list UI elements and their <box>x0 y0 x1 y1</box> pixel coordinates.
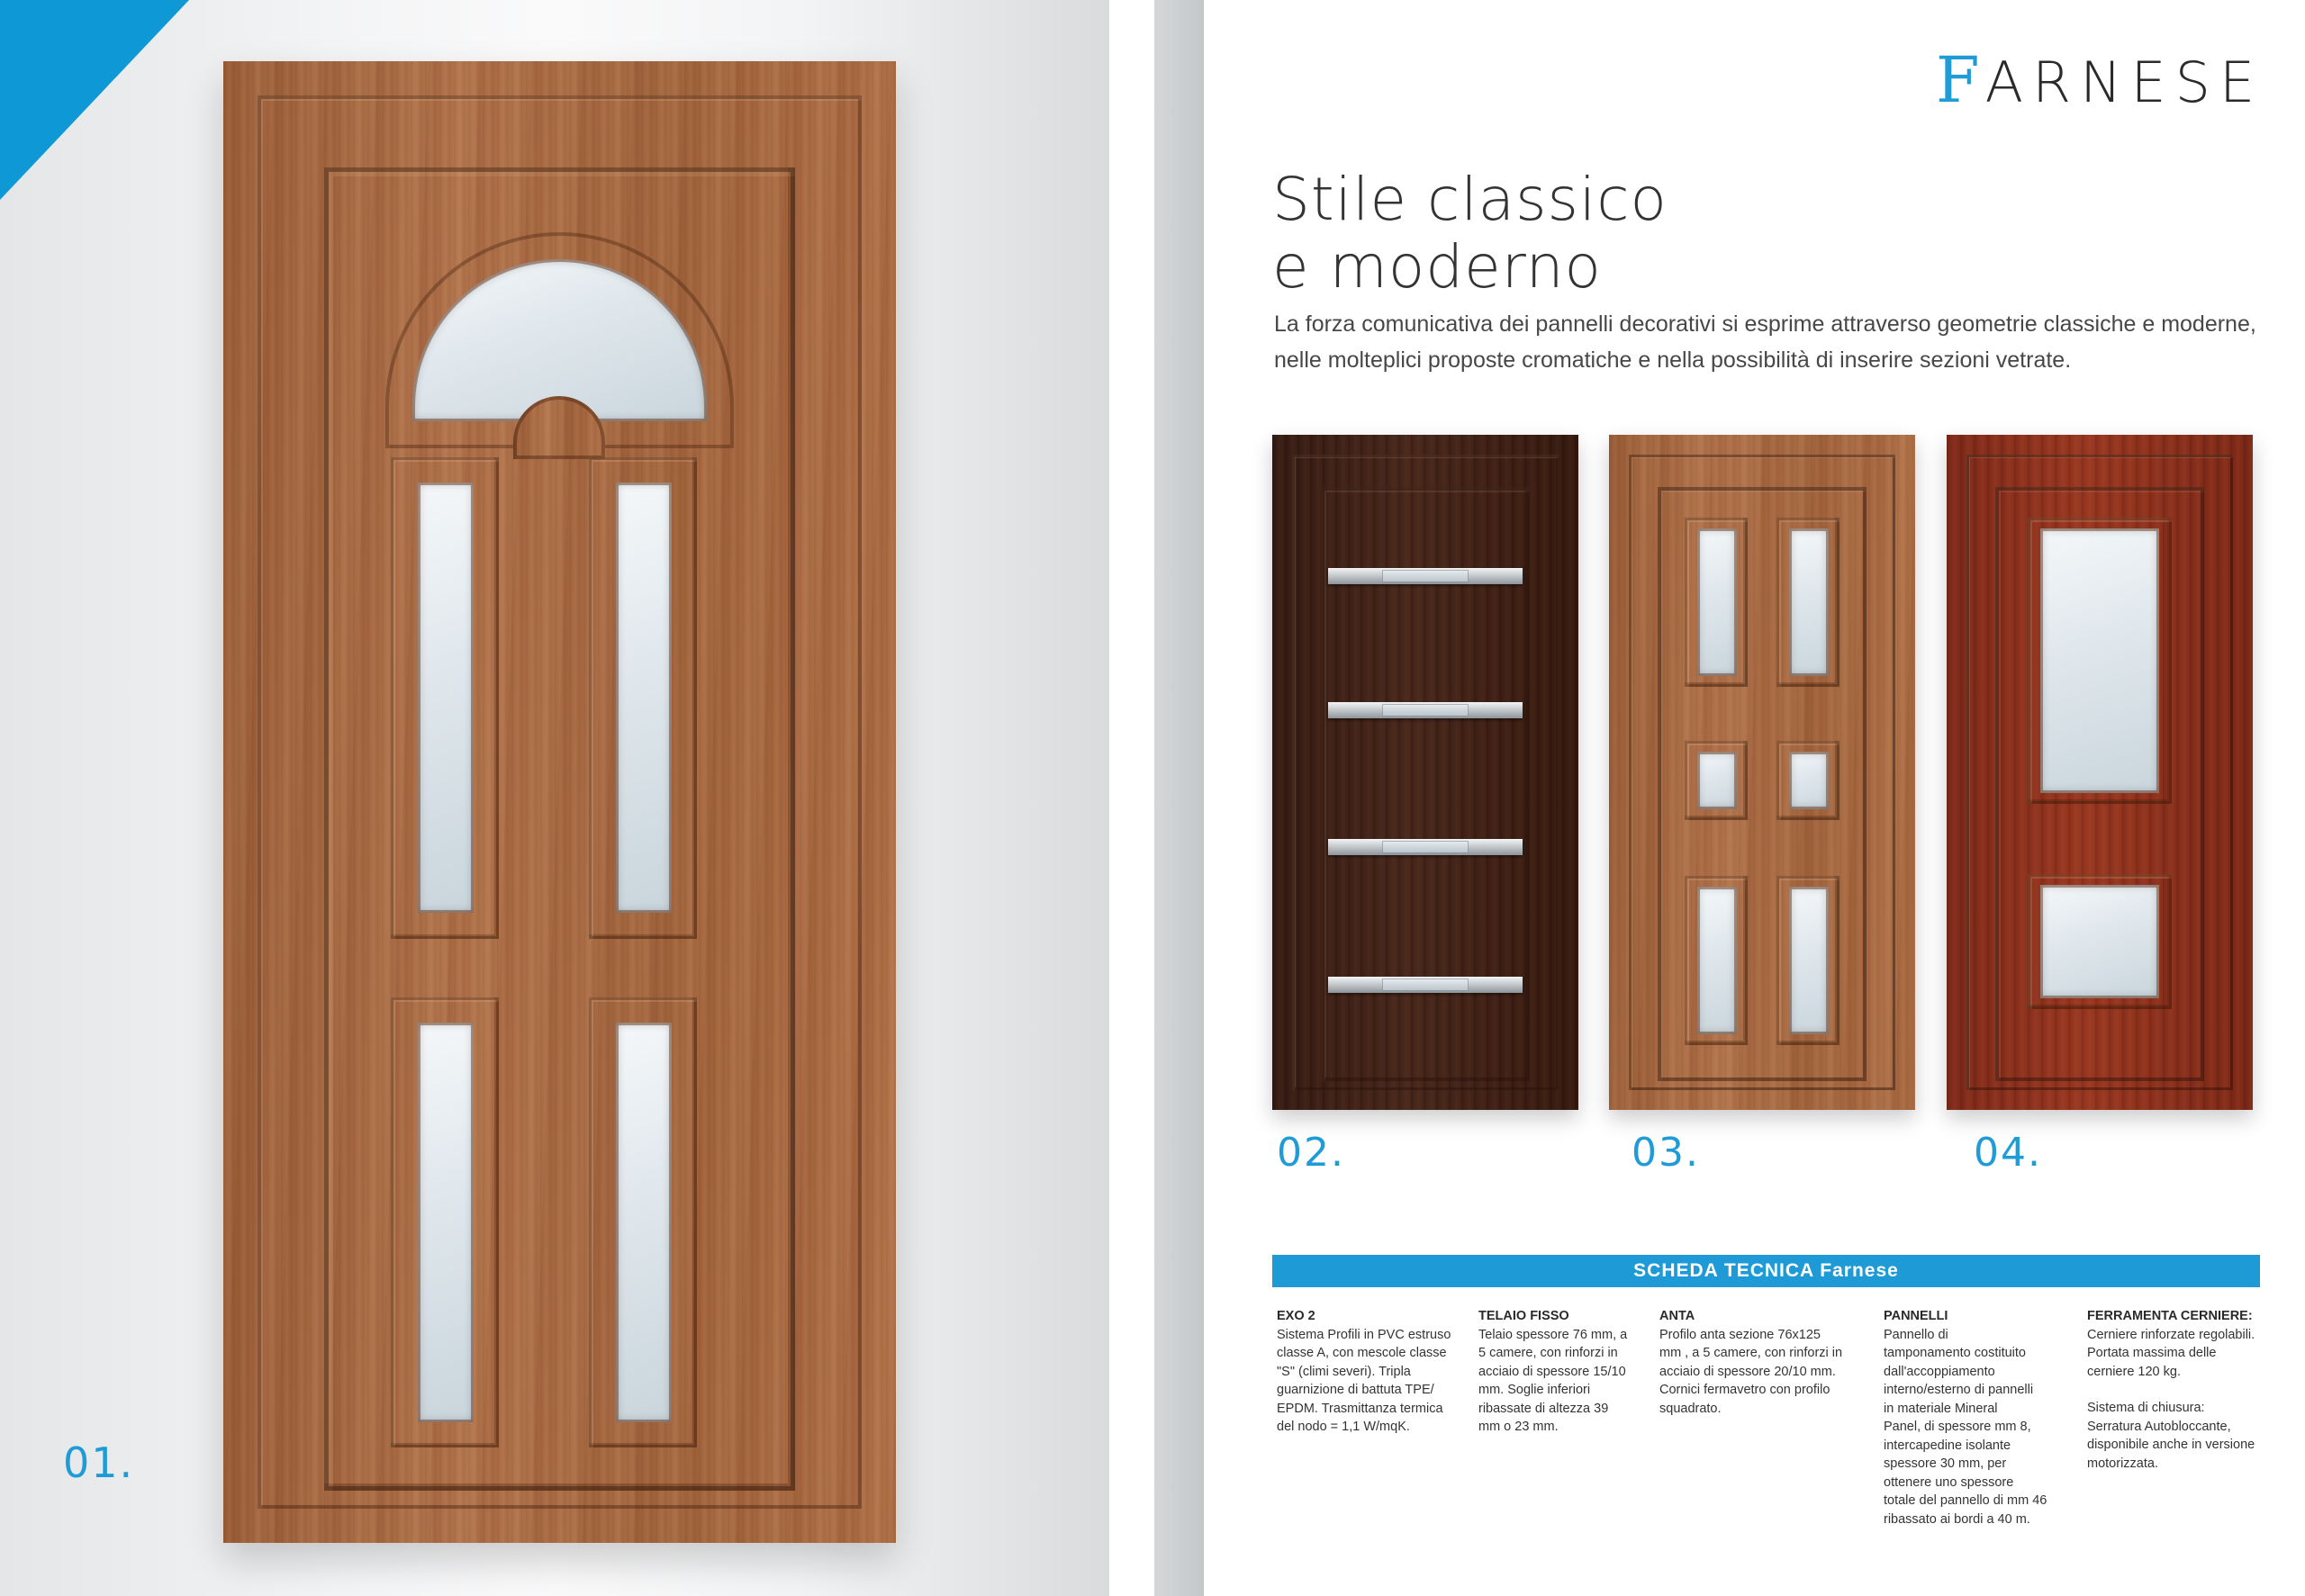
door-02-insert-glass <box>1382 841 1469 853</box>
door-01-glass <box>616 482 672 913</box>
page-title <box>1272 167 1903 301</box>
door-03-glass <box>1697 887 1737 1034</box>
spec-title: TELAIO FISSO <box>1478 1309 1569 1323</box>
door-01-glass <box>616 1023 672 1422</box>
door-03-glass <box>1697 528 1737 676</box>
door-03-label: 03. <box>1632 1130 1700 1176</box>
spec-text: Cerniere rinforzate regolabili. Portata massima delle cerniere 120 kg. <box>2087 1327 2255 1379</box>
spec-title: FERRAMENTA CERNIERE: <box>2087 1309 2253 1323</box>
spec-sheet-header: SCHEDA TECNICA Farnese <box>1272 1255 2260 1287</box>
door-02-image <box>1272 435 1578 1110</box>
door-02-label: 02. <box>1277 1130 1345 1176</box>
spec-text: Pannello di tamponamento costituito dall'accoppiamento interno/esterno di pannelli in materiale Mineral Panel, di spessore mm 8, intercapedine isolante spessore 30 mm, per ottenere uno spessore totale del pannello di mm 46 ribassato ai bordi a 40 m. <box>1884 1327 2047 1527</box>
spec-text: Sistema Profili in PVC estruso classe A, con mescole classe "S" (climi severi). Tripla guarnizione di battuta TPE/ EPDM. Trasmittanza termica del nodo = 1,1 W/mqK. <box>1277 1327 1451 1434</box>
brand-logo <box>1936 43 2264 117</box>
door-03-glass <box>1697 752 1737 809</box>
door-01-image <box>223 61 896 1543</box>
corner-accent <box>0 0 189 200</box>
door-04-label: 04. <box>1974 1130 2042 1176</box>
door-02-steel-insert <box>1328 977 1523 993</box>
brand-logo-initial: F <box>1936 43 1985 117</box>
spec-text: Sistema di chiusura: Serratura Autobloccante, disponibile anche in versione motorizzata. <box>2087 1401 2255 1471</box>
door-02-insert-glass <box>1382 978 1469 991</box>
door-02-insert-glass <box>1382 570 1469 582</box>
spec-title: PANNELLI <box>1884 1309 1948 1323</box>
door-03-glass <box>1789 887 1829 1034</box>
door-03-image <box>1609 435 1915 1110</box>
door-03-glass <box>1789 528 1829 676</box>
spec-text: Telaio spessore 76 mm, a 5 camere, con rinforzi in acciaio di spessore 15/10 mm. Soglie inferiori ribassate di altezza 39 mm o 23 mm. <box>1478 1327 1628 1434</box>
door-02-steel-insert <box>1328 702 1523 718</box>
spec-column-pannelli <box>1884 1307 2082 1528</box>
door-03-glass <box>1789 752 1829 809</box>
spec-column-exo2 <box>1277 1307 1457 1437</box>
door-01-glass <box>418 1023 474 1422</box>
spec-title: ANTA <box>1659 1309 1695 1323</box>
door-04-image <box>1947 435 2253 1110</box>
left-page <box>0 0 1109 1596</box>
spec-column-telaio-fisso <box>1478 1307 1659 1437</box>
page-gutter <box>1154 0 1204 1596</box>
spec-text: Profilo anta sezione 76x125 mm , a 5 camere, con rinforzi in acciaio di spessore 20/10 mm. Cornici fermavetro con profilo squadrato. <box>1659 1327 1843 1416</box>
spec-title: EXO 2 <box>1277 1309 1315 1323</box>
door-04-glass <box>2040 885 2159 998</box>
page-margin <box>1109 0 1154 1596</box>
door-02-steel-insert <box>1328 568 1523 584</box>
door-01-glass <box>418 482 474 913</box>
intro-paragraph: La forza comunicativa dei pannelli decorativi si esprime attraverso geometrie classiche e moderne, nelle molteplici proposte cromatiche e nella possibilità di inserire sezioni vetrate. <box>1274 311 2256 373</box>
door-02-steel-insert <box>1328 839 1523 855</box>
door-04-glass <box>2040 528 2159 793</box>
brand-logo-text: ARNESE <box>1984 50 2264 115</box>
spec-column-anta <box>1659 1307 1867 1418</box>
spec-column-ferramenta <box>2087 1307 2294 1473</box>
door-02-insert-glass <box>1382 704 1469 717</box>
page-title-line1: Stile classico <box>1272 165 1668 234</box>
page-title-line2: e moderno <box>1272 231 1602 302</box>
door-01-label: 01. <box>63 1438 135 1487</box>
